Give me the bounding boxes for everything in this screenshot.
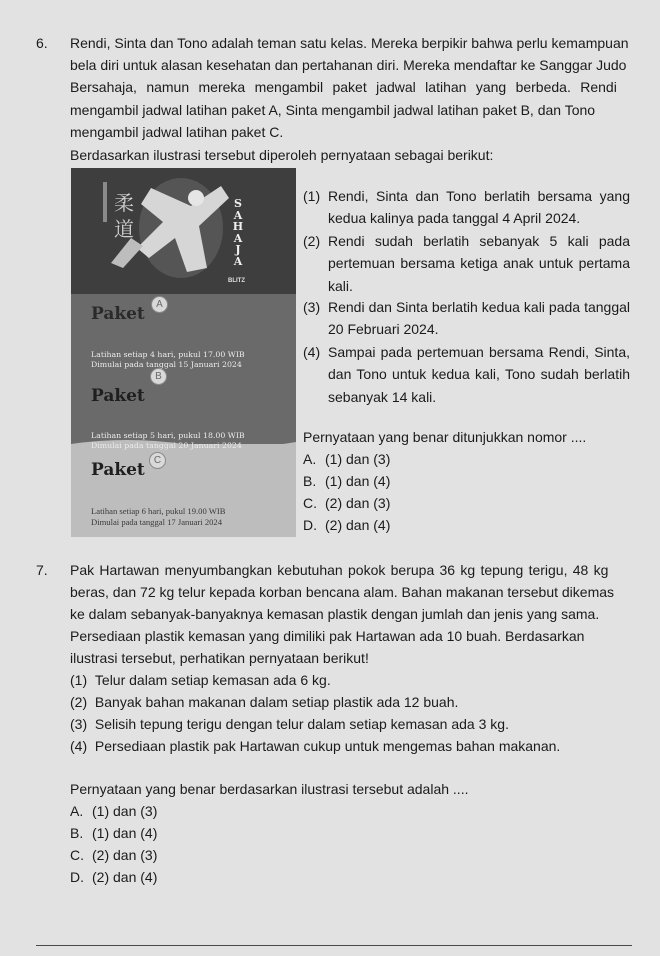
intro-line: Rendi, Sinta dan Tono adalah teman satu kelas. Mereka berpikir bahwa perlu kemampuan [70, 35, 629, 51]
q6-statement-2: (2) Rendi sudah berlatih sebanyak 5 kali pada pertemuan bersama ketiga anak untuk pertama kali. [303, 233, 630, 294]
q7-question: Pernyataan yang benar berdasarkan ilustrasi tersebut adalah .... [70, 781, 469, 797]
package-c-label: Paket [91, 460, 145, 480]
intro-line: mengambil jadwal latihan paket C. [70, 124, 284, 140]
intro-line: Pak Hartawan menyumbangkan kebutuhan pokok berupa 36 kg tepung terigu, 48 kg [70, 562, 609, 578]
intro-line: ilustrasi tersebut, perhatikan pernyataan berikut! [70, 650, 369, 666]
q7-option-c[interactable]: C. (2) dan (3) [70, 847, 158, 863]
poster-small-text: BLITZ [228, 278, 245, 284]
package-b-schedule: Latihan setiap 5 hari, pukul 18.00 WIB Dimulai pada tanggal 20 Januari 2024 [91, 431, 245, 450]
question-6-number: 6. [36, 35, 48, 51]
poster-header [71, 168, 296, 294]
package-b-badge: B [150, 368, 167, 385]
vertical-title: S A H A J A [232, 197, 244, 268]
q6-option-a[interactable]: A. (1) dan (3) [303, 451, 391, 467]
q6-option-c[interactable]: C. (2) dan (3) [303, 495, 391, 511]
judo-fighter-image [71, 168, 296, 294]
q6-question: Pernyataan yang benar ditunjukkan nomor .... [303, 429, 587, 445]
package-a-label: Paket [91, 304, 145, 324]
question-7-number: 7. [36, 562, 48, 578]
q6-option-b[interactable]: B. (1) dan (4) [303, 473, 391, 489]
package-a-schedule: Latihan setiap 4 hari, pukul 17.00 WIB Dimulai pada tanggal 15 Januari 2024 [91, 350, 245, 369]
package-a-badge: A [151, 296, 168, 313]
q7-option-b[interactable]: B. (1) dan (4) [70, 825, 158, 841]
q7-option-a[interactable]: A. (1) dan (3) [70, 803, 158, 819]
q6-statement-3: (3) Rendi dan Sinta berlatih kedua kali pada tanggal 20 Februari 2024. [303, 299, 630, 338]
q6-option-d[interactable]: D. (2) dan (4) [303, 517, 391, 533]
q7-statement-4: (4) Persediaan plastik pak Hartawan cukup untuk mengemas bahan makanan. [70, 738, 561, 754]
intro-line: Persediaan plastik kemasan yang dimiliki pak Hartawan ada 10 buah. Berdasarkan [70, 628, 585, 644]
q7-statement-1: (1) Telur dalam setiap kemasan ada 6 kg. [70, 672, 331, 688]
kanji-judo: 柔 道 [114, 191, 134, 241]
intro-line: ke dalam sebanyak-banyaknya kemasan plastik dengan jumlah dan jenis yang sama. [70, 606, 600, 622]
footer-divider [36, 945, 632, 946]
intro-line: mengambil jadwal latihan paket A, Sinta mengambil jadwal latihan paket B, dan Tono [70, 102, 596, 118]
q7-statement-3: (3) Selisih tepung terigu dengan telur dalam setiap kemasan ada 3 kg. [70, 716, 509, 732]
intro-line: bela diri untuk alasan kesehatan dan pertahanan diri. Mereka mendaftar ke Sanggar Judo [70, 57, 627, 73]
package-c-badge: C [149, 452, 166, 469]
q7-option-d[interactable]: D. (2) dan (4) [70, 869, 158, 885]
intro-line: beras, dan 72 kg telur kepada korban bencana alam. Bahan makanan tersebut dikemas [70, 584, 615, 600]
package-c-schedule: Latihan setiap 6 hari, pukul 19.00 WIB Dimulai pada tanggal 17 Januari 2024 [91, 506, 226, 527]
q6-statement-1: (1) Rendi, Sinta dan Tono berlatih bersama yang kedua kalinya pada tanggal 4 April 2024. [303, 188, 630, 227]
intro-line: Bersahaja, namun mereka mengambil paket jadwal latihan yang berbeda. Rendi [70, 79, 617, 95]
package-b-label: Paket [91, 386, 145, 406]
question-6-prompt: Berdasarkan ilustrasi tersebut diperoleh pernyataan sebagai berikut: [70, 147, 494, 163]
q7-statement-2: (2) Banyak bahan makanan dalam setiap plastik ada 12 buah. [70, 694, 459, 710]
q6-statement-4: (4) Sampai pada pertemuan bersama Rendi, Sinta, dan Tono untuk kedua kali, Tono sudah berlatih sebanyak 14 kali. [303, 344, 630, 405]
judo-poster [71, 168, 296, 537]
